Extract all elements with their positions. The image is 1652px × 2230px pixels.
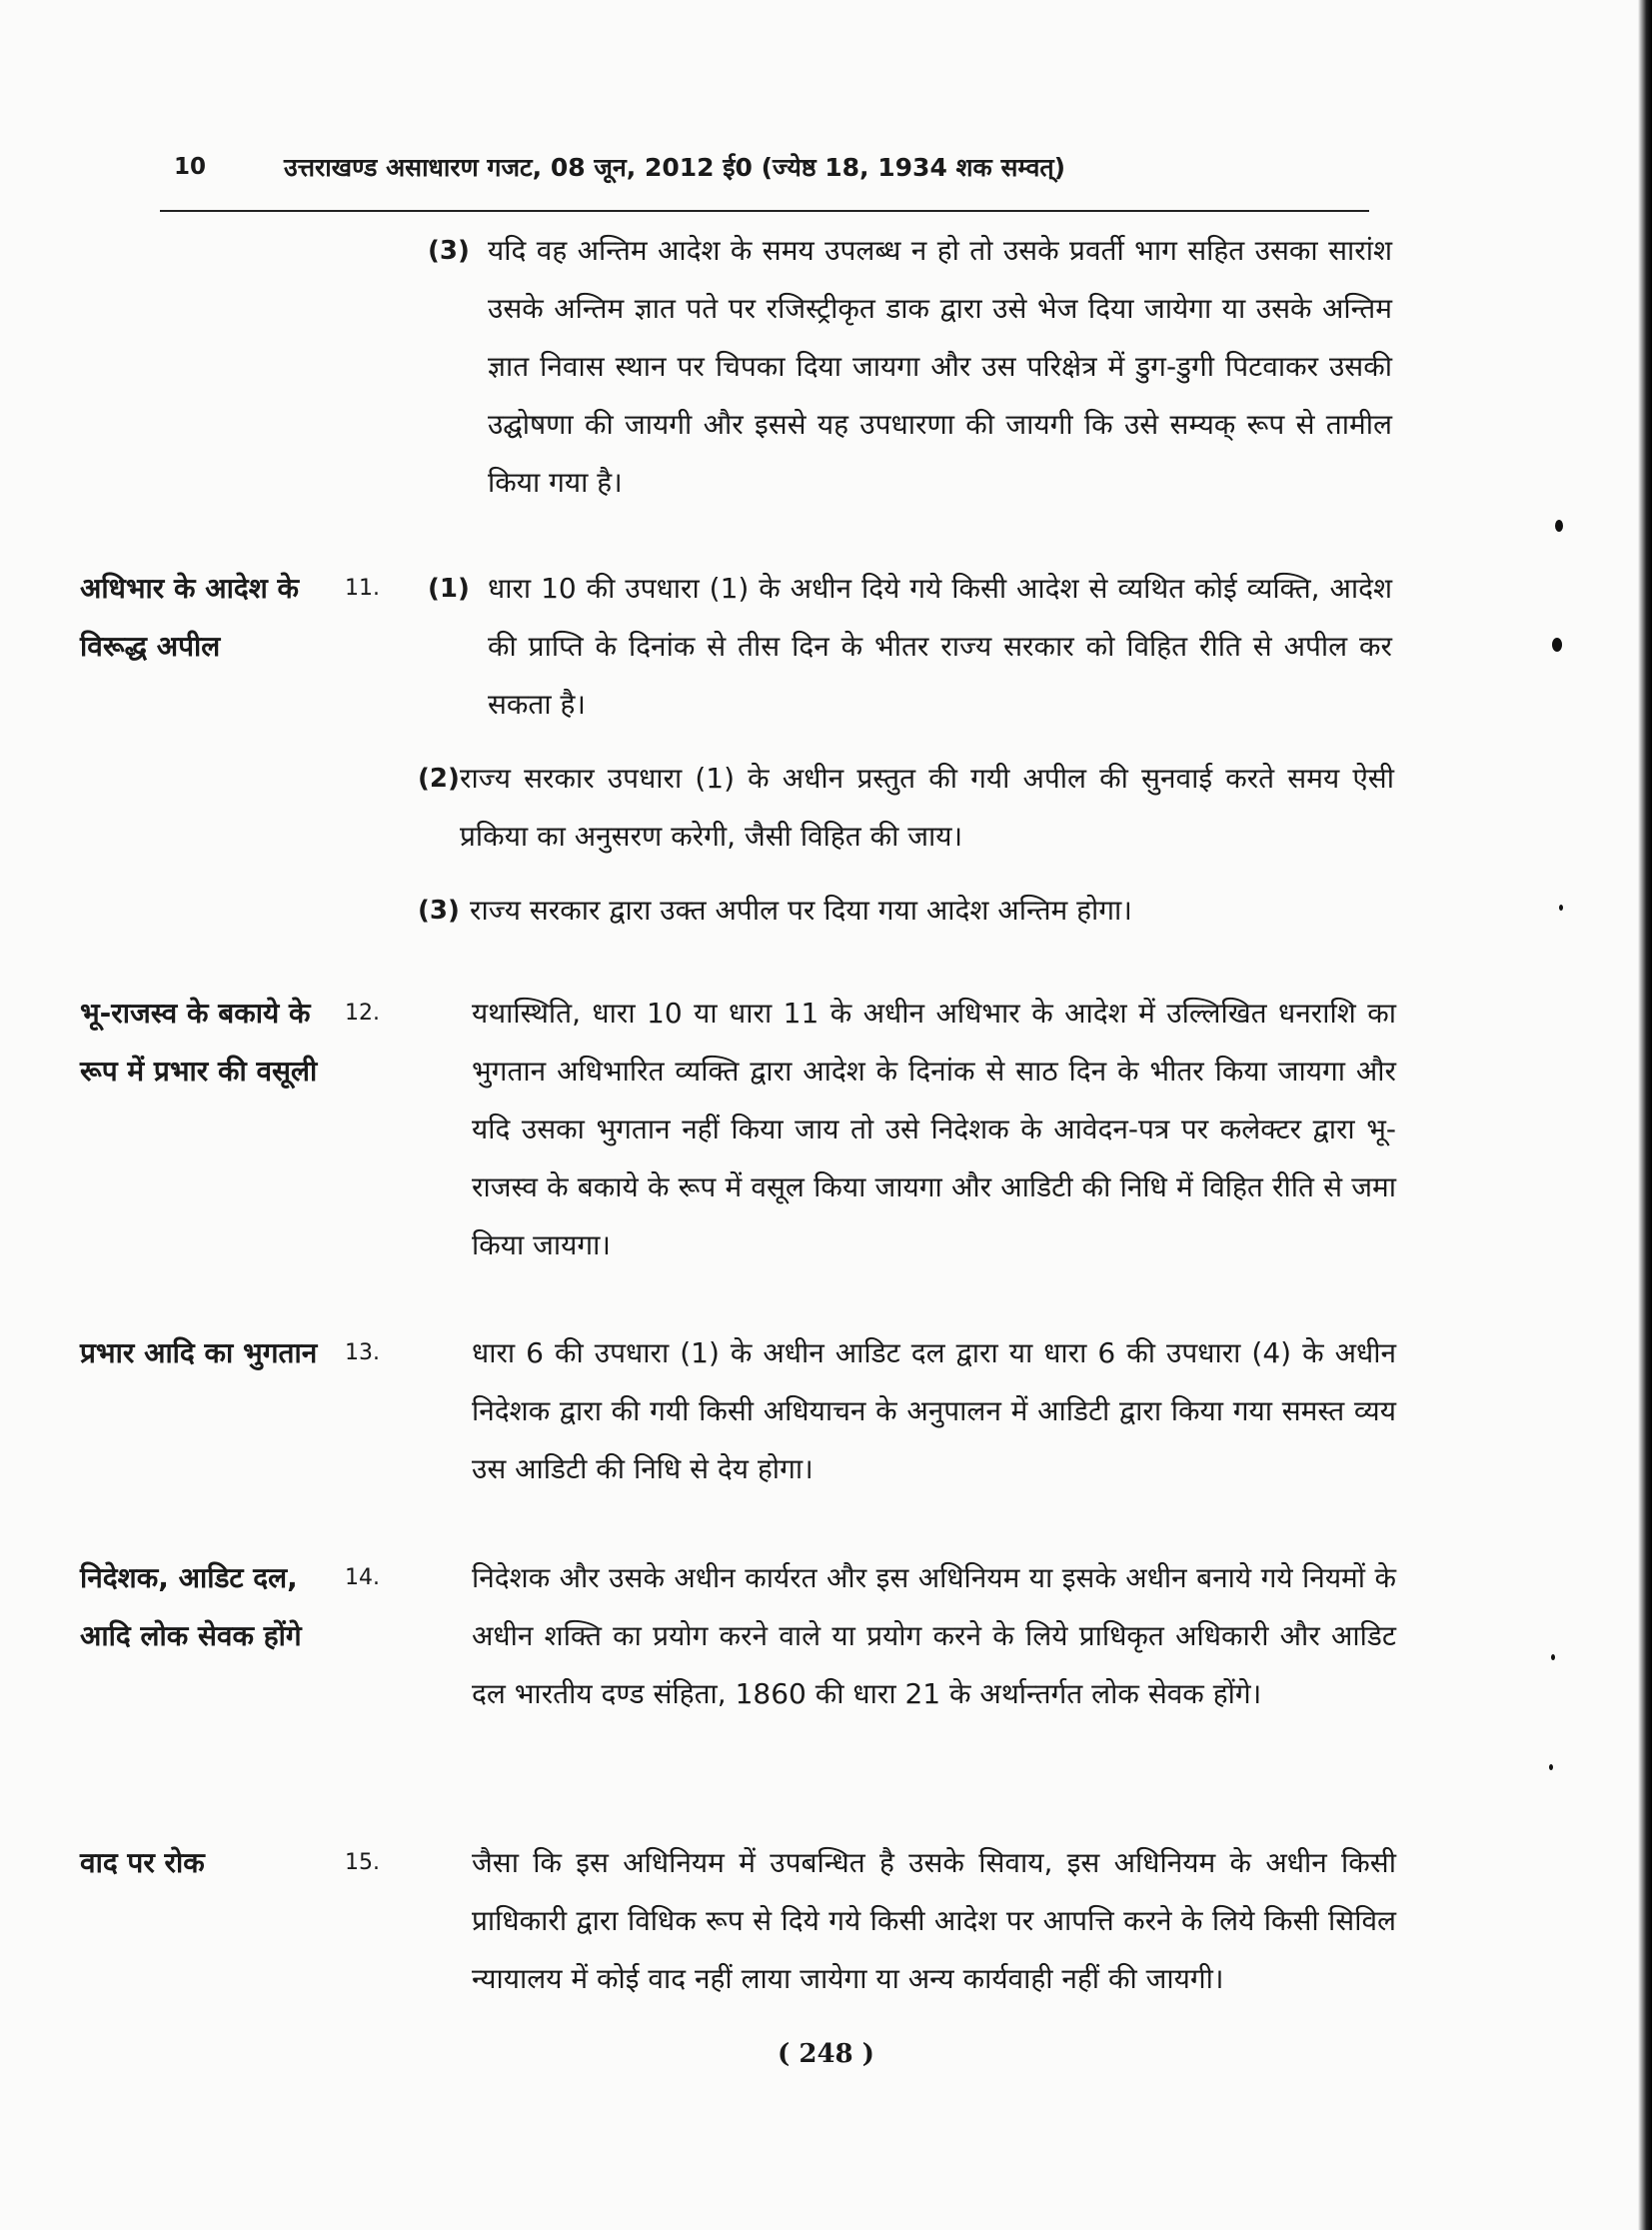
clause-number: (1) — [428, 574, 470, 604]
clause-text: धारा 10 की उपधारा (1) के अधीन दिये गये किसी आदेश से व्यथित कोई व्यक्ति, आदेश की प्राप्ति के दिनांक से तीस दिन के भीतर राज्य सरकार को विहित रीति से अपील कर सकता है। — [488, 572, 1392, 721]
clause-text: राज्य सरकार द्वारा उक्त अपील पर दिया गया आदेश अन्तिम होगा। — [470, 894, 1132, 927]
header-rule — [160, 210, 1369, 212]
scan-edge-shadow — [1638, 0, 1652, 2230]
section-side-title: वाद पर रोक — [80, 1846, 205, 1879]
clause-number: (3) — [428, 236, 470, 266]
section-number: 12. — [345, 1001, 380, 1026]
clause-text: यदि वह अन्तिम आदेश के समय उपलब्ध न हो तो उसके प्रवर्ती भाग सहित उसका सारांश उसके अन्तिम ज्ञात पते पर रजिस्ट्रीकृत डाक द्वारा उसे भेज दिया जायेगा या उसके अन्तिम ज्ञात निवास स्थान पर चिपका दिया जायगा और उस परिक्षेत्र में डुग-डुगी पिटवाकर उसकी उद्घोषणा की जायगी और इससे यह उपधारणा की जायगी कि उसे सम्यक् रूप से तामील किया गया है। — [488, 234, 1392, 499]
page-footer-number: ( 248 ) — [778, 2039, 874, 2069]
section-text: धारा 6 की उपधारा (1) के अधीन आडिट दल द्वारा या धारा 6 की उपधारा (4) के अधीन निदेशक द्वारा की गयी किसी अधियाचन के अनुपालन में आडिटी द्वारा किया गया समस्त व्यय उस आडिटी की निधि से देय होगा। — [472, 1336, 1396, 1485]
section-text: निदेशक और उसके अधीन कार्यरत और इस अधिनियम या इसके अधीन बनाये गये नियमों के अधीन शक्ति का प्रयोग करने वाले या प्रयोग करने के लिये प्राधिकृत अधिकारी और आडिट दल भारतीय दण्ड संहिता, 1860 की धारा 21 के अर्थान्तर्गत लोक सेवक होंगे। — [472, 1561, 1396, 1710]
section-side-title: अधिभार के आदेश के विरूद्ध अपील — [80, 572, 300, 663]
section-side-title: प्रभार आदि का भुगतान — [80, 1336, 318, 1369]
section-side-title: भू-राजस्व के बकाये के रूप में प्रभार की वसूली — [80, 997, 318, 1088]
section-text: यथास्थिति, धारा 10 या धारा 11 के अधीन अधिभार के आदेश में उल्लिखित धनराशि का भुगतान अधिभारित व्यक्ति द्वारा आदेश के दिनांक से साठ दिन के भीतर किया जायगा और यदि उसका भुगतान नहीं किया जाय तो उसे निदेशक के आवेदन-पत्र पर कलेक्टर द्वारा भू-राजस्व के बकाये के रूप में वसूल किया जायगा और आडिटी की निधि में विहित रीति से जमा किया जायगा। — [472, 997, 1396, 1261]
scan-speck — [1552, 638, 1562, 652]
scan-speck — [1551, 1654, 1555, 1660]
clause-number: (3) — [418, 896, 460, 926]
scan-speck — [1559, 905, 1563, 911]
section-side-title: निदेशक, आडिट दल, आदि लोक सेवक होंगे — [80, 1561, 302, 1652]
section-number: 11. — [345, 576, 380, 601]
page-header — [160, 150, 1369, 198]
scan-speck — [1555, 520, 1563, 532]
section-number: 15. — [345, 1850, 380, 1875]
section-text: जैसा कि इस अधिनियम में उपबन्धित है उसके सिवाय, इस अधिनियम के अधीन किसी प्राधिकारी द्वारा विधिक रूप से दिये गये किसी आदेश पर आपत्ति करने के लिये किसी सिविल न्यायालय में कोई वाद नहीं लाया जायेगा या अन्य कार्यवाही नहीं की जायगी। — [472, 1846, 1396, 1995]
section-number: 13. — [345, 1340, 380, 1365]
gazette-title-line: उत्तराखण्ड असाधारण गजट, 08 जून, 2012 ई0 (ज्येष्ठ 18, 1934 शक सम्वत्) — [284, 153, 1066, 182]
scan-speck — [1549, 1764, 1553, 1770]
page-number: 10 — [174, 154, 207, 180]
clause-text: राज्य सरकार उपधारा (1) के अधीन प्रस्तुत की गयी अपील की सुनवाई करते समय ऐसी प्रकिया का अनुसरण करेगी, जैसी विहित की जाय। — [460, 762, 1394, 853]
section-number: 14. — [345, 1565, 380, 1590]
clause-number: (2) — [418, 764, 460, 794]
